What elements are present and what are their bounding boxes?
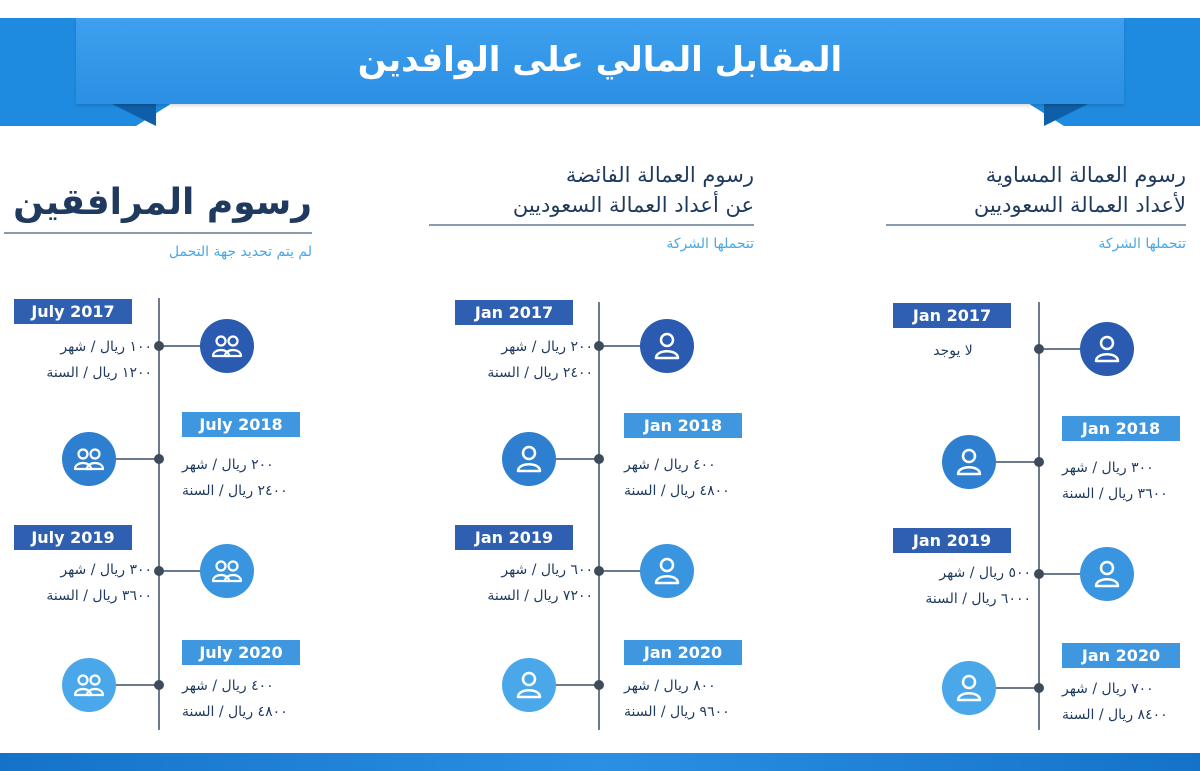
fee-yearly: ٧٢٠٠ ريال / السنة [487, 588, 593, 604]
fee-yearly: ٢٤٠٠ ريال / السنة [487, 365, 593, 381]
fee-monthly: ٥٠٠ ريال / شهر [939, 565, 1031, 581]
timeline-axis-dependents [158, 298, 160, 730]
date-label: Jan 2018 [1062, 416, 1180, 441]
fee-text [0, 334, 152, 386]
fee-text [182, 673, 342, 725]
person-icon [1090, 557, 1124, 591]
date-label: Jan 2020 [1062, 643, 1180, 668]
fee-text [433, 334, 593, 386]
header-excess-labor [424, 160, 754, 252]
person-icon-badge [502, 658, 556, 712]
fee-text [873, 338, 1033, 364]
fee-text [1062, 455, 1200, 507]
people-icon-badge [200, 544, 254, 598]
person-icon-badge [640, 544, 694, 598]
fee-yearly: ٩٦٠٠ ريال / السنة [624, 704, 730, 720]
header-dependents [4, 178, 312, 260]
timeline-connector [116, 458, 158, 460]
timeline-connector [158, 345, 200, 347]
timeline-node [1034, 344, 1044, 354]
fee-text [871, 560, 1031, 612]
timeline-connector [116, 684, 158, 686]
person-icon [1090, 332, 1124, 366]
fee-text [624, 673, 784, 725]
date-label: July 2017 [14, 299, 132, 324]
fee-monthly: ٨٠٠ ريال / شهر [624, 678, 716, 694]
person-icon [952, 445, 986, 479]
timeline-node [154, 680, 164, 690]
fee-monthly: ١٠٠ ريال / شهر [60, 339, 152, 355]
fee-monthly: ٢٠٠ ريال / شهر [501, 339, 593, 355]
header-equal-title-1: رسوم العمالة المساوية [985, 163, 1186, 187]
timeline-connector [1038, 573, 1080, 575]
timeline-connector [556, 458, 598, 460]
date-label: July 2019 [14, 525, 132, 550]
timeline-node [1034, 457, 1044, 467]
timeline-node [1034, 569, 1044, 579]
timeline-node [594, 566, 604, 576]
fee-text [1062, 676, 1200, 728]
date-label: Jan 2017 [455, 300, 573, 325]
header-equal-labor [886, 160, 1186, 252]
person-icon-badge [502, 432, 556, 486]
timeline-node [154, 454, 164, 464]
header-equal-divider [886, 224, 1186, 226]
person-icon [512, 442, 546, 476]
fee-yearly: ٤٨٠٠ ريال / السنة [624, 483, 730, 499]
fee-text [433, 557, 593, 609]
timeline-connector [1038, 348, 1080, 350]
timeline-connector [598, 570, 640, 572]
header-equal-title-2: لأعداد العمالة السعوديين [973, 193, 1186, 217]
person-icon-badge [1080, 322, 1134, 376]
fee-monthly: ٤٠٠ ريال / شهر [624, 457, 716, 473]
fee-text [624, 452, 784, 504]
fee-text [0, 557, 152, 609]
header-excess-subtitle: تتحملها الشركة [666, 236, 754, 252]
people-icon-badge [62, 658, 116, 712]
fee-yearly: ٤٨٠٠ ريال / السنة [182, 704, 288, 720]
fee-yearly: ٦٠٠٠ ريال / السنة [925, 591, 1031, 607]
fee-monthly: ٣٠٠ ريال / شهر [60, 562, 152, 578]
date-label: Jan 2019 [455, 525, 573, 550]
header-excess-divider [429, 224, 754, 226]
date-label: Jan 2019 [893, 528, 1011, 553]
bottom-bar [0, 753, 1200, 771]
timeline-connector [158, 570, 200, 572]
timeline-node [154, 341, 164, 351]
timeline-connector [598, 345, 640, 347]
person-icon [952, 671, 986, 705]
people-icon [210, 554, 244, 588]
timeline-connector [556, 684, 598, 686]
timeline-axis-excess [598, 302, 600, 730]
timeline-node [1034, 683, 1044, 693]
fee-yearly: ٨٤٠٠ ريال / السنة [1062, 707, 1168, 723]
date-label: Jan 2017 [893, 303, 1011, 328]
fee-yearly: ١٢٠٠ ريال / السنة [46, 365, 152, 381]
fee-monthly: ٢٠٠ ريال / شهر [182, 457, 274, 473]
header-equal-subtitle: تتحملها الشركة [1098, 236, 1186, 252]
people-icon-badge [62, 432, 116, 486]
fee-monthly: ٦٠٠ ريال / شهر [501, 562, 593, 578]
page-title: المقابل المالي على الوافدين [357, 40, 843, 80]
person-icon-badge [942, 435, 996, 489]
person-icon [650, 554, 684, 588]
fee-text [182, 452, 342, 504]
header-dependents-divider [4, 232, 312, 234]
date-label: July 2020 [182, 640, 300, 665]
date-label: Jan 2020 [624, 640, 742, 665]
person-icon [512, 668, 546, 702]
header-excess-title-1: رسوم العمالة الفائضة [565, 163, 754, 187]
header-excess-title-2: عن أعداد العمالة السعوديين [512, 193, 754, 217]
person-icon-badge [640, 319, 694, 373]
fee-yearly: ٣٦٠٠ ريال / السنة [1062, 486, 1168, 502]
date-label: Jan 2018 [624, 413, 742, 438]
fee-monthly: لا يوجد [933, 343, 973, 359]
timeline-connector [996, 461, 1038, 463]
people-icon [210, 329, 244, 363]
header-dependents-title: رسوم المرافقين [13, 182, 312, 223]
timeline-node [154, 566, 164, 576]
timeline-node [594, 341, 604, 351]
fee-yearly: ٣٦٠٠ ريال / السنة [46, 588, 152, 604]
fee-yearly: ٢٤٠٠ ريال / السنة [182, 483, 288, 499]
fee-monthly: ٤٠٠ ريال / شهر [182, 678, 274, 694]
people-icon [72, 668, 106, 702]
title-banner [76, 18, 1124, 104]
date-label: July 2018 [182, 412, 300, 437]
person-icon [650, 329, 684, 363]
timeline-connector [996, 687, 1038, 689]
people-icon-badge [200, 319, 254, 373]
timeline-node [594, 680, 604, 690]
timeline-axis-equal [1038, 302, 1040, 730]
fee-monthly: ٧٠٠ ريال / شهر [1062, 681, 1154, 697]
header-dependents-subtitle: لم يتم تحديد جهة التحمل [168, 244, 312, 260]
fee-monthly: ٣٠٠ ريال / شهر [1062, 460, 1154, 476]
timeline-node [594, 454, 604, 464]
person-icon-badge [1080, 547, 1134, 601]
person-icon-badge [942, 661, 996, 715]
people-icon [72, 442, 106, 476]
